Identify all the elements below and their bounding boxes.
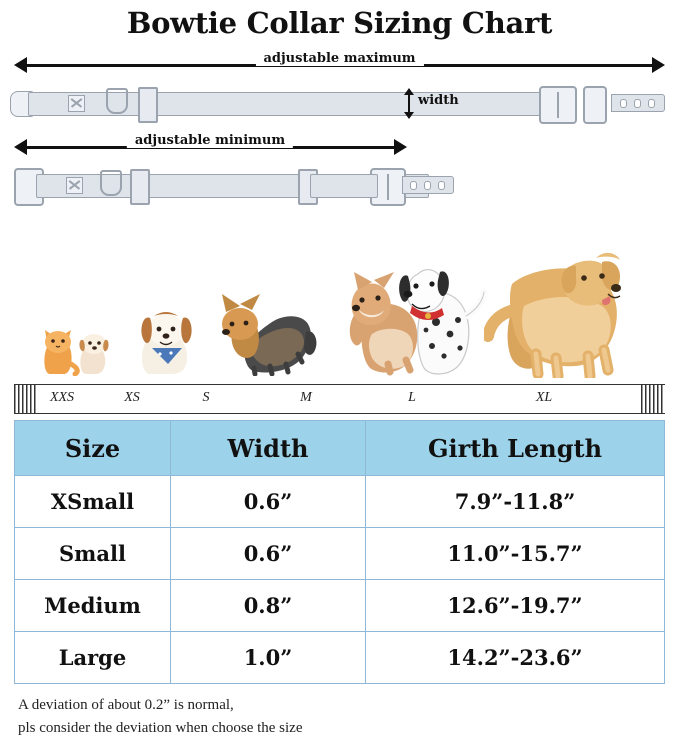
cell-width: 0.6” bbox=[171, 476, 366, 528]
adjustable-maximum-arrow bbox=[10, 51, 669, 76]
collar-hole-icon bbox=[424, 181, 431, 190]
pet-xxs-cat-illustration bbox=[38, 318, 112, 376]
table-row bbox=[15, 632, 665, 684]
cell-girth: 14.2”-23.6” bbox=[366, 632, 665, 684]
ruler-label-xxs: XXS bbox=[49, 390, 75, 405]
pet-l-dalmatian-illustration bbox=[388, 250, 492, 378]
ruler-label-xl: XL bbox=[535, 390, 553, 405]
table-header-row bbox=[15, 421, 665, 476]
collar-slider-icon bbox=[130, 169, 150, 205]
collar-diagram bbox=[10, 51, 669, 234]
collar-hole-icon bbox=[410, 181, 417, 190]
ruler-label-m: M bbox=[300, 390, 312, 405]
table-header-width: Width bbox=[171, 421, 366, 476]
cell-girth: 7.9”-11.8” bbox=[366, 476, 665, 528]
cell-girth: 12.6”-19.7” bbox=[366, 580, 665, 632]
d-ring-icon bbox=[106, 88, 128, 114]
collar-hole-icon bbox=[648, 99, 655, 108]
cell-size: XSmall bbox=[15, 476, 171, 528]
collar-strap bbox=[310, 174, 378, 198]
cell-width: 0.6” bbox=[171, 528, 366, 580]
collar-hole-icon bbox=[438, 181, 445, 190]
footnote bbox=[18, 694, 661, 739]
size-ruler bbox=[14, 384, 665, 414]
collar-hole-icon bbox=[634, 99, 641, 108]
collar-min-illustration bbox=[10, 164, 669, 204]
ruler-label-l: L bbox=[408, 390, 416, 405]
table-row bbox=[15, 528, 665, 580]
table-row bbox=[15, 476, 665, 528]
ruler-label-s: S bbox=[202, 390, 210, 405]
size-table-wrapper bbox=[14, 420, 665, 684]
width-label: width bbox=[418, 93, 459, 108]
collar-max-illustration bbox=[10, 82, 669, 122]
collar-buckle-icon bbox=[539, 86, 577, 124]
collar-keeper-icon bbox=[68, 95, 85, 112]
table-header-girth: Girth Length bbox=[366, 421, 665, 476]
collar-buckle-loop-icon bbox=[583, 86, 607, 124]
ruler-label-xs: XS bbox=[124, 390, 140, 405]
footnote-line-2: pls consider the deviation when choose the size bbox=[18, 719, 303, 736]
collar-keeper-icon bbox=[66, 177, 83, 194]
pet-s-corgi-illustration bbox=[210, 288, 320, 376]
cell-width: 1.0” bbox=[171, 632, 366, 684]
cell-size: Large bbox=[15, 632, 171, 684]
pet-xs-beagle-illustration bbox=[130, 302, 204, 376]
table-header-size: Size bbox=[15, 421, 171, 476]
pet-xl-golden-retriever-illustration bbox=[484, 236, 632, 378]
cell-girth: 11.0”-15.7” bbox=[366, 528, 665, 580]
collar-hole-icon bbox=[620, 99, 627, 108]
width-arrow-down-icon bbox=[404, 112, 414, 119]
adjustable-minimum-arrow bbox=[10, 133, 669, 158]
size-table bbox=[14, 420, 665, 684]
d-ring-icon bbox=[100, 170, 122, 196]
cell-size: Medium bbox=[15, 580, 171, 632]
table-row bbox=[15, 580, 665, 632]
collar-slider-icon bbox=[138, 87, 158, 123]
width-line bbox=[408, 94, 410, 112]
footnote-line-1: A deviation of about 0.2” is normal, bbox=[18, 697, 234, 713]
ruler-end-left bbox=[14, 385, 38, 413]
ruler-end-right bbox=[641, 385, 665, 413]
arrow-head-right-icon bbox=[394, 139, 407, 155]
adjustable-minimum-label: adjustable minimum bbox=[127, 133, 293, 148]
cell-size: Small bbox=[15, 528, 171, 580]
cell-width: 0.8” bbox=[171, 580, 366, 632]
pet-size-illustrations bbox=[14, 234, 665, 384]
arrow-head-right-icon bbox=[652, 57, 665, 73]
adjustable-maximum-label: adjustable maximum bbox=[255, 51, 423, 66]
page-title: Bowtie Collar Sizing Chart bbox=[126, 6, 553, 40]
